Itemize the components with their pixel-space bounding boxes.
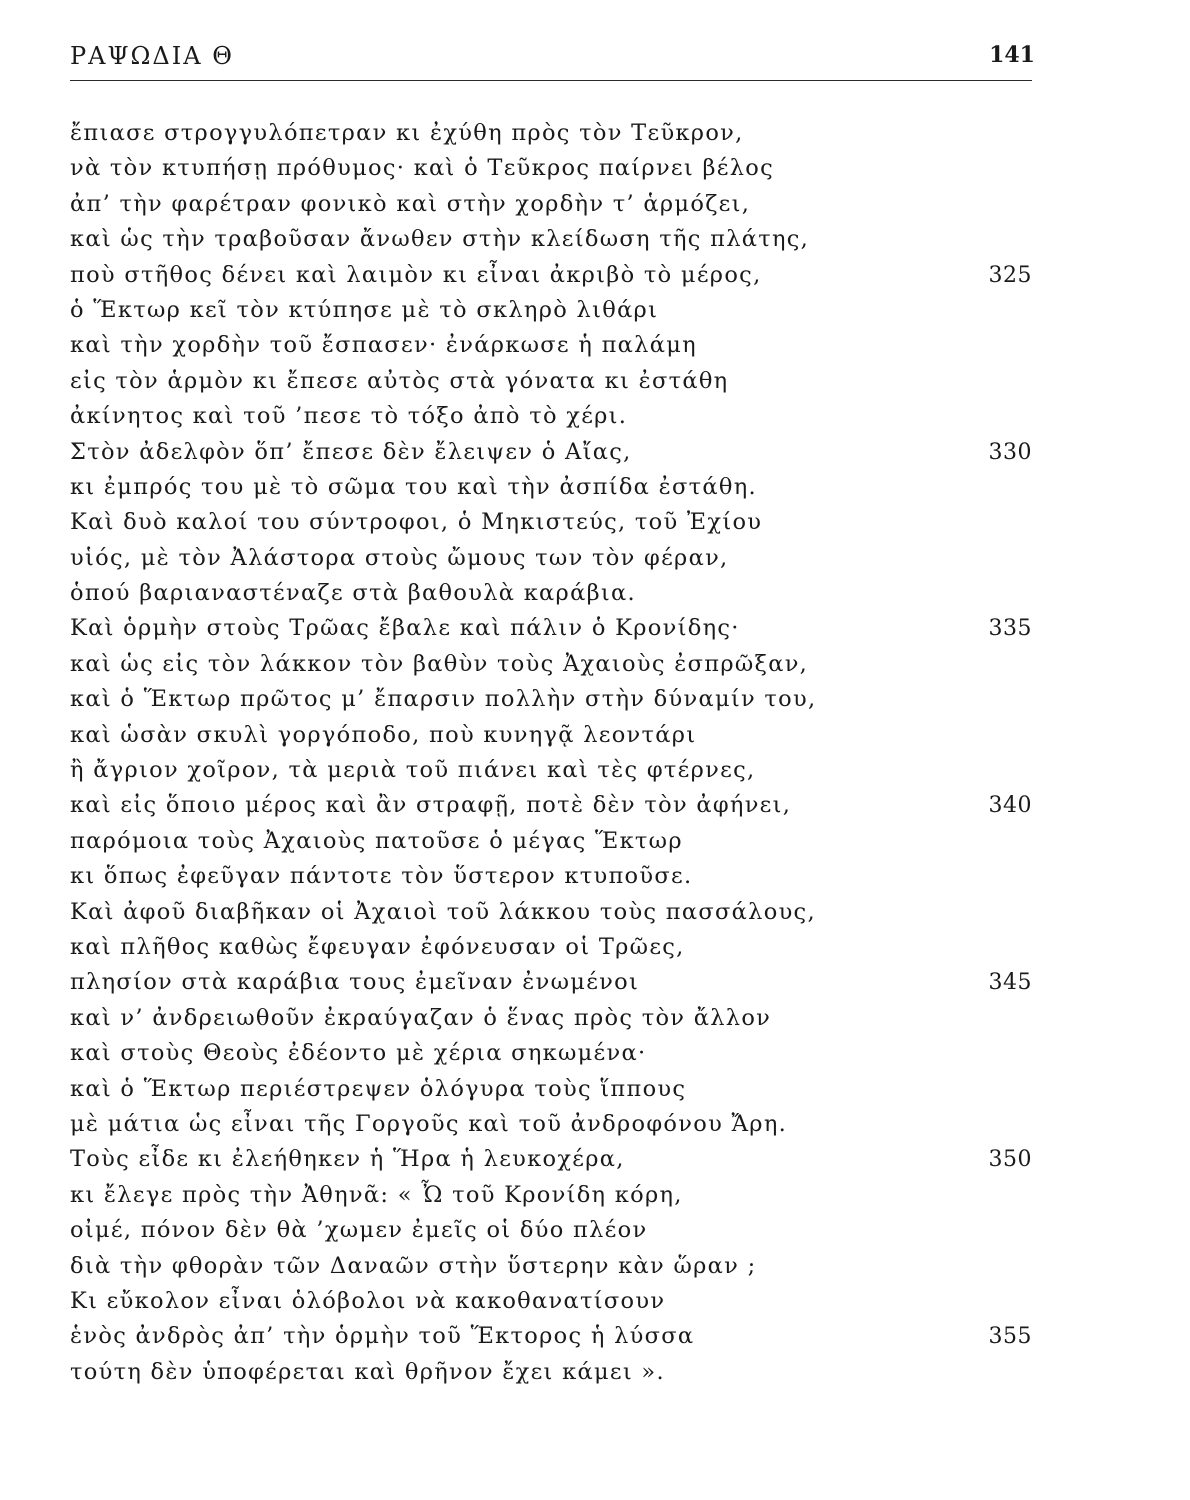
- line-number: 355: [988, 1324, 1032, 1350]
- verse-text: διὰ τὴν φθορὰν τῶν Δαναῶν στὴν ὕστερην κὰν ὥραν ;: [70, 1252, 757, 1279]
- verse-line: [70, 1213, 1032, 1248]
- verse-line: [70, 1284, 1032, 1319]
- verse-line: [70, 435, 1032, 470]
- verse-text: ποὺ στῆθος δένει καὶ λαιμὸν κι εἶναι ἀκριβὸ τὸ μέρος,: [70, 261, 762, 288]
- verse-line: [70, 930, 1032, 965]
- verse-text: ἔπιασε στρογγυλόπετραν κι ἐχύθη πρὸς τὸν Τεῦκρον,: [70, 120, 744, 146]
- verse-text: οἰμέ, πόνον δὲν θὰ ’χωμεν ἐμεῖς οἱ δύο πλέον: [70, 1217, 648, 1244]
- verse-line: [70, 824, 1032, 859]
- verse-line: [70, 222, 1032, 257]
- verse-text: καὶ ὁ Ἕκτωρ πρῶτος μ’ ἔπαρσιν πολλὴν στὴν δύναμίν του,: [70, 686, 817, 713]
- line-number: 335: [988, 616, 1032, 642]
- verse-line: [70, 1355, 1032, 1390]
- verse-text: ἢ ἄγριον χοῖρον, τὰ μεριὰ τοῦ πιάνει καὶ τὲς φτέρνες,: [70, 757, 756, 784]
- verse-text: καὶ ὡς εἰς τὸν λάκκον τὸν βαθὺν τοὺς Ἀχαιοὺς ἐσπρῶξαν,: [70, 650, 809, 677]
- verse-text: εἰς τὸν ἁρμὸν κι ἔπεσε αὐτὸς στὰ γόνατα κι ἐστάθη: [70, 367, 729, 394]
- verse-line: [70, 364, 1032, 399]
- verse-text: καὶ στοὺς Θεοὺς ἐδέοντο μὲ χέρια σηκωμένα·: [70, 1040, 647, 1067]
- verse-text: καὶ πλῆθος καθὼς ἔφευγαν ἐφόνευσαν οἱ Τρῶες,: [70, 933, 685, 960]
- verse-line: [70, 788, 1032, 823]
- verse-text: υἱός, μὲ τὸν Ἀλάστορα στοὺς ὤμους των τὸν φέραν,: [70, 544, 729, 571]
- verse-text: κι ὅπως ἐφεῦγαν πάντοτε τὸν ὕστερον κτυποῦσε.: [70, 863, 693, 890]
- verse-line: [70, 541, 1032, 576]
- verse-text: παρόμοια τοὺς Ἀχαιοὺς πατοῦσε ὁ μέγας Ἕκτωρ: [70, 827, 683, 854]
- verse-line: [70, 1036, 1032, 1071]
- line-number: 345: [988, 970, 1032, 996]
- verse-text: καὶ εἰς ὅποιο μέρος καὶ ἂν στραφῇ, ποτὲ δὲν τὸν ἀφήνει,: [70, 792, 792, 819]
- verse-line: [70, 187, 1032, 222]
- verse-block: [70, 116, 1032, 1390]
- verse-text: Κι εὔκολον εἶναι ὁλόβολοι νὰ κακοθανατίσουν: [70, 1287, 666, 1314]
- verse-text: Καὶ δυὸ καλοί του σύντροφοι, ὁ Μηκιστεύς, τοῦ Ἐχίου: [70, 509, 763, 536]
- verse-line: [70, 1001, 1032, 1036]
- verse-line: [70, 151, 1032, 186]
- verse-text: Τοὺς εἶδε κι ἐλεήθηκεν ἡ Ἥρα ἡ λευκοχέρα,: [70, 1146, 625, 1173]
- page-number: 141: [989, 42, 1035, 68]
- line-number: 350: [988, 1147, 1032, 1173]
- verse-line: [70, 116, 1032, 151]
- verse-line: [70, 718, 1032, 753]
- verse-line: [70, 1178, 1032, 1213]
- verse-line: [70, 576, 1032, 611]
- verse-line: [70, 611, 1032, 646]
- verse-text: μὲ μάτια ὡς εἶναι τῆς Γοργοῦς καὶ τοῦ ἀνδροφόνου Ἄρη.: [70, 1110, 788, 1137]
- verse-line: [70, 753, 1032, 788]
- verse-text: ἑνὸς ἀνδρὸς ἀπ’ τὴν ὁρμὴν τοῦ Ἕκτορος ἡ λύσσα: [70, 1323, 695, 1350]
- verse-line: [70, 895, 1032, 930]
- running-header: [70, 42, 1035, 82]
- verse-text: ὁ Ἕκτωρ κεῖ τὸν κτύπησε μὲ τὸ σκληρὸ λιθάρι: [70, 296, 659, 323]
- verse-text: καὶ ὡς τὴν τραβοῦσαν ἄνωθεν στὴν κλείδωση τῆς πλάτης,: [70, 226, 810, 253]
- verse-line: [70, 1072, 1032, 1107]
- verse-line: [70, 258, 1032, 293]
- verse-text: καὶ τὴν χορδὴν τοῦ ἔσπασεν· ἐνάρκωσε ἡ παλάμη: [70, 332, 697, 359]
- verse-text: ἀκίνητος καὶ τοῦ ’πεσε τὸ τόξο ἀπὸ τὸ χέρι.: [70, 403, 628, 430]
- verse-line: [70, 399, 1032, 434]
- verse-text: κι ἐμπρός του μὲ τὸ σῶμα του καὶ τὴν ἀσπίδα ἐστάθη.: [70, 473, 757, 500]
- header-rule: [70, 80, 1032, 81]
- line-number: 330: [988, 439, 1032, 465]
- verse-text: Στὸν ἀδελφὸν ὅπ’ ἔπεσε δὲν ἔλειψεν ὁ Αἴας,: [70, 438, 632, 465]
- verse-text: νὰ τὸν κτυπήσῃ πρόθυμος· καὶ ὁ Τεῦκρος παίρνει βέλος: [70, 155, 775, 182]
- verse-line: [70, 859, 1032, 894]
- verse-line: [70, 1142, 1032, 1177]
- verse-line: [70, 965, 1032, 1000]
- verse-line: [70, 293, 1032, 328]
- verse-line: [70, 1107, 1032, 1142]
- verse-line: [70, 505, 1032, 540]
- verse-text: πλησίον στὰ καράβια τους ἐμεῖναν ἐνωμένοι: [70, 969, 640, 996]
- verse-text: Καὶ ἀφοῦ διαβῆκαν οἱ Ἀχαιοὶ τοῦ λάκκου τοὺς πασσάλους,: [70, 898, 816, 925]
- verse-line: [70, 1319, 1032, 1354]
- line-number: 340: [988, 793, 1032, 819]
- verse-text: κι ἔλεγε πρὸς τὴν Ἀθηνᾶ: « Ὦ τοῦ Κρονίδη κόρη,: [70, 1181, 683, 1208]
- line-number: 325: [988, 262, 1032, 288]
- verse-text: ὁπού βαριαναστέναζε στὰ βαθουλὰ καράβια.: [70, 580, 636, 607]
- verse-line: [70, 647, 1032, 682]
- verse-text: καὶ ὁ Ἕκτωρ περιέστρεψεν ὁλόγυρα τοὺς ἵππους: [70, 1075, 687, 1102]
- verse-text: καὶ ὡσὰν σκυλὶ γοργόποδο, ποὺ κυνηγᾷ λεοντάρι: [70, 721, 697, 748]
- verse-text: Καὶ ὁρμὴν στοὺς Τρῶας ἔβαλε καὶ πάλιν ὁ Κρονίδης·: [70, 615, 740, 642]
- verse-line: [70, 1249, 1032, 1284]
- verse-text: τούτη δὲν ὑποφέρεται καὶ θρῆνον ἔχει κάμει ».: [70, 1358, 665, 1385]
- verse-text: καὶ ν’ ἀνδρειωθοῦν ἐκραύγαζαν ὁ ἕνας πρὸς τὸν ἄλλον: [70, 1004, 772, 1031]
- verse-text: ἀπ’ τὴν φαρέτραν φονικὸ καὶ στὴν χορδὴν τ’ ἁρμόζει,: [70, 190, 751, 217]
- verse-line: [70, 328, 1032, 363]
- verse-line: [70, 682, 1032, 717]
- verse-line: [70, 470, 1032, 505]
- book-section-title: ΡΑΨΩΔΙΑ Θ: [70, 42, 234, 70]
